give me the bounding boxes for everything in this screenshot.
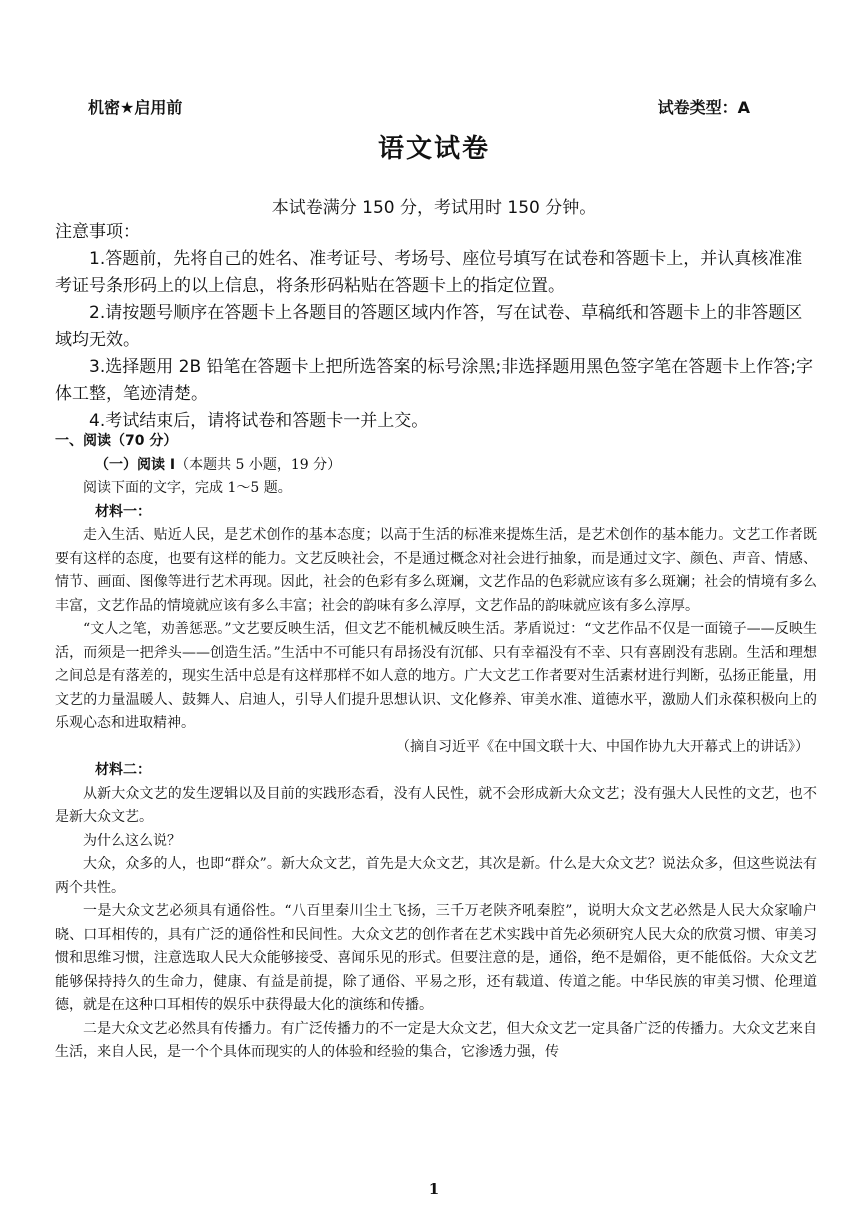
material-2-label: 材料二： (95, 762, 151, 778)
material-2-paragraph-1: 从新大众文艺的发生逻辑以及目前的实践形态看，没有人民性，就不会形成新大众文艺；没有强大人民性的文艺，也不是新大众文艺。 (55, 785, 817, 825)
section-heading: 一、阅读（70 分） (55, 433, 178, 449)
notes-section (55, 219, 815, 435)
subsection-label: （一）阅读 I (95, 456, 176, 473)
material-2-paragraph-2: 为什么这么说？ (83, 832, 181, 849)
reading-section (55, 430, 817, 1065)
paper-type: 试卷类型：A (657, 98, 750, 117)
note-item-3: 3.选择题用 2B 铅笔在答题卡上把所选答案的标号涂黑;非选择题用黑色签字笔在答题卡上作答;字体工整，笔迹清楚。 (55, 357, 813, 404)
material-2-paragraph-3: 大众，众多的人，也即“群众”。新大众文艺，首先是大众文艺，其次是新。什么是大众文艺？说法众多，但这些说法有两个共性。 (55, 856, 817, 896)
subsection-info: （本题共 5 小题，19 分） (175, 456, 342, 473)
material-1-paragraph-1: 走入生活、贴近人民，是艺术创作的基本态度；以高于生活的标准来提炼生活，是艺术创作的基本能力。文艺工作者既要有这样的态度，也要有这样的能力。文艺反映社会，不是通过概念对社会进行抽象，而是通过文字、颜色、声音、情感、情节、画面、图像等进行艺术再现。因此，社会的色彩有多么斑斓，文艺作品的色彩就应该有多么斑斓；社会的情境有多么丰富，文艺作品的情境就应该有多么丰富；社会的韵味有多么淳厚，文艺作品的韵味就应该有多么淳厚。 (55, 527, 817, 614)
subsection-heading (55, 454, 817, 478)
page-number: 1 (428, 1180, 440, 1198)
material-1-paragraph-2: “文人之笔，劝善惩恶。”文艺要反映生活，但文艺不能机械反映生活。茅盾说过：“文艺作品不仅是一面镜子——反映生活，而须是一把斧头——创造生活。”生活中不可能只有昂扬没有沉郁、只有幸福没有不幸、只有喜剧没有悲剧。生活和理想之间总是有落差的，现实生活中总是有这样那样不如人意的地方。广大文艺工作者要对生活素材进行判断，弘扬正能量，用文艺的力量温暖人、鼓舞人、启迪人，引导人们提升思想认识、文化修养、审美水准、道德水平，激励人们永葆积极向上的乐观心态和进取精神。 (55, 621, 817, 731)
confidential-mark: 机密★启用前 (88, 98, 183, 117)
page-title: 语文试卷 (377, 134, 490, 164)
note-item-4: 4.考试结束后，请将试卷和答题卡一并上交。 (89, 411, 429, 431)
note-item-1: 1.答题前，先将自己的姓名、准考证号、考场号、座位号填写在试卷和答题卡上，并认真核准准考证号条形码上的以上信息，将条形码粘贴在答题卡上的指定位置。 (55, 249, 803, 296)
material-1-source: （摘自习近平《在中国文联十大、中国作协九大开幕式上的讲话》） (396, 738, 809, 755)
note-item-2: 2.请按题号顺序在答题卡上各题目的答题区域内作答，写在试卷、草稿纸和答题卡上的非答题区域均无效。 (55, 303, 803, 350)
material-1-label: 材料一： (95, 503, 151, 520)
exam-info: 本试卷满分 150 分，考试用时 150 分钟。 (271, 198, 597, 218)
reading-instruction: 阅读下面的文字，完成 1～5 题。 (83, 480, 292, 496)
material-2-paragraph-5: 二是大众文艺必然具有传播力。有广泛传播力的不一定是大众文艺，但大众文艺一定具备广泛的传播力。大众文艺来自生活，来自人民，是一个个具体而现实的人的体验和经验的集合，它渗透力强，传 (55, 1020, 817, 1060)
notes-heading: 注意事项： (55, 222, 140, 242)
material-2-paragraph-4: 一是大众文艺必须具有通俗性。“八百里秦川尘土飞扬，三千万老陕齐吼秦腔”，说明大众文艺必然是人民大众家喻户晓、口耳相传的，具有广泛的通俗性和民间性。大众文艺的创作者在艺术实践中首先必须研究人民大众的欣赏习惯、审美习惯和思维习惯，注意选取人民大众能够接受、喜闻乐见的形式。但要注意的是，通俗，绝不是媚俗，更不能低俗。大众文艺能够保持持久的生命力，健康、有益是前提，除了通俗、平易之形，还有载道、传道之能。中华民族的审美习惯、伦理道德，就是在这种口耳相传的娱乐中获得最大化的演练和传播。 (55, 903, 817, 1013)
